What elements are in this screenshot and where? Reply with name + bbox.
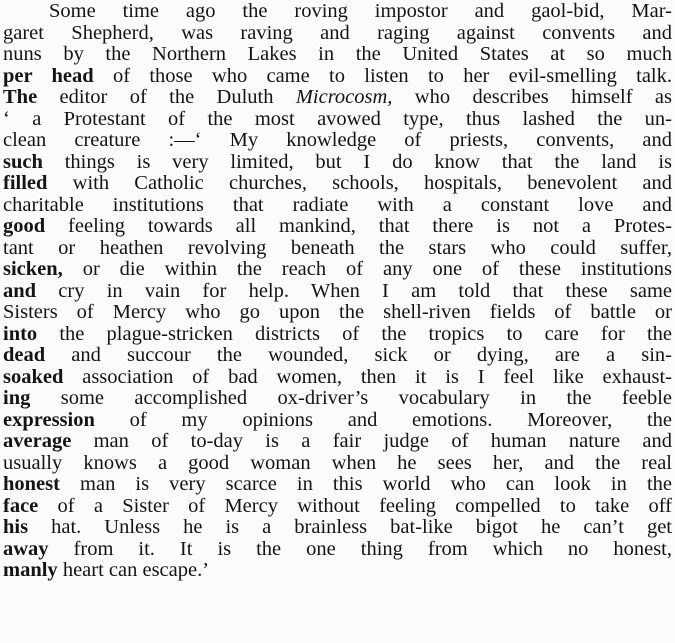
line-text: some accomplished ox-driver’s vocabulary in the feeble: [30, 388, 672, 409]
line-text: cry in vain for help. When I am told that these same: [36, 280, 672, 302]
line-lead-word: The: [3, 87, 38, 108]
line-lead-word: average: [3, 431, 72, 452]
line-text: Sisters of Mercy who go upon the shell-riven fields of battle or: [3, 302, 672, 323]
text-line: [3, 1, 672, 23]
text-line: [3, 87, 672, 109]
line-lead-word: manly: [3, 560, 58, 581]
line-text: of a Sister of Mercy without feeling compelled to take off: [38, 495, 672, 517]
publication-title: Microcosm,: [295, 87, 393, 108]
text-line: [3, 453, 672, 475]
line-lead-word: soaked: [3, 366, 64, 388]
text-line: [3, 216, 672, 238]
text-line: [3, 388, 672, 410]
line-text: from it. It is the one thing from which no honest,: [48, 538, 672, 560]
line-text: feeling towards all mankind, that there is not a Protes-: [45, 216, 672, 237]
text-line: [3, 173, 672, 195]
line-text: tant or heathen revolving beneath the stars who could suffer,: [3, 237, 672, 259]
text-line: [3, 496, 672, 518]
line-text: of those who came to listen to her evil-smelling talk.: [93, 65, 672, 87]
line-text: and succour the wounded, sick or dying, are a sin-: [45, 345, 672, 366]
line-text: of my opinions and emotions. Moreover, the: [94, 409, 672, 431]
line-text: nuns by the Northern Lakes in the United States at so much: [3, 44, 672, 65]
text-line: [3, 539, 672, 561]
text-line: [3, 302, 672, 324]
text-line: [3, 474, 672, 496]
line-text: the plague-stricken districts of the tropics to care for the: [37, 323, 672, 345]
line-text: things is very limited, but I do know that the land is: [42, 151, 672, 173]
line-lead-word: dead: [3, 345, 46, 366]
text-line: [3, 152, 672, 174]
text-line: [3, 259, 672, 281]
text-line: [3, 238, 672, 260]
line-lead-word: honest: [3, 474, 60, 495]
text-line: [3, 324, 672, 346]
line-lead-word: away: [3, 538, 49, 560]
line-text: association of bad women, then it is I feel like exhaust-: [63, 366, 672, 388]
line-text: ‘ a Protestant of the most avowed type, thus lashed the un-: [3, 108, 672, 130]
text-line: [3, 517, 672, 539]
line-text-tail: who describes himself as: [392, 87, 672, 108]
text-line: [3, 345, 672, 367]
text-line: [3, 367, 672, 389]
line-text: usually knows a good woman when he sees her, and the real: [3, 452, 672, 474]
line-text: clean creature :—‘ My knowledge of priests, convents, and: [3, 130, 672, 151]
line-lead-word: sicken,: [3, 259, 63, 280]
line-text: editor of the Duluth: [37, 87, 296, 108]
text-line: [3, 431, 672, 453]
line-lead-word: into: [3, 323, 38, 345]
line-text: heart can escape.’: [57, 560, 210, 581]
line-text: hat. Unless he is a brainless bat-like bigot he can’t get: [28, 517, 672, 538]
text-line: [3, 410, 672, 432]
line-text: man is very scarce in this world who can look in the: [59, 474, 672, 495]
text-line: [3, 281, 672, 303]
line-lead-word: his: [3, 517, 29, 538]
text-line: [3, 560, 672, 582]
line-text: with Catholic churches, schools, hospitals, benevolent and: [47, 173, 672, 194]
line-text: man of to-day is a fair judge of human nature and: [71, 431, 672, 452]
line-lead-word: and: [3, 280, 37, 302]
text-line: [3, 109, 672, 131]
line-text: or die within the reach of any one of these institutions: [62, 259, 672, 280]
line-lead-word: expression: [3, 409, 95, 431]
text-line: [3, 44, 672, 66]
text-line: [3, 130, 672, 152]
line-lead-word: ing: [3, 388, 31, 409]
line-lead-word: per head: [3, 65, 94, 87]
line-lead-word: face: [3, 495, 39, 517]
line-lead-word: filled: [3, 173, 48, 194]
text-line: [3, 23, 672, 45]
line-text: Some time ago the roving impostor and gaol-bid, Mar-: [49, 1, 672, 22]
text-line: [3, 66, 672, 88]
line-text: garet Shepherd, was raving and raging against convents and: [3, 22, 672, 44]
text-line: [3, 195, 672, 217]
line-text: charitable institutions that radiate with a constant love and: [3, 194, 672, 216]
article-paragraph: [3, 1, 672, 582]
line-lead-word: such: [3, 151, 43, 173]
line-lead-word: good: [3, 216, 46, 237]
